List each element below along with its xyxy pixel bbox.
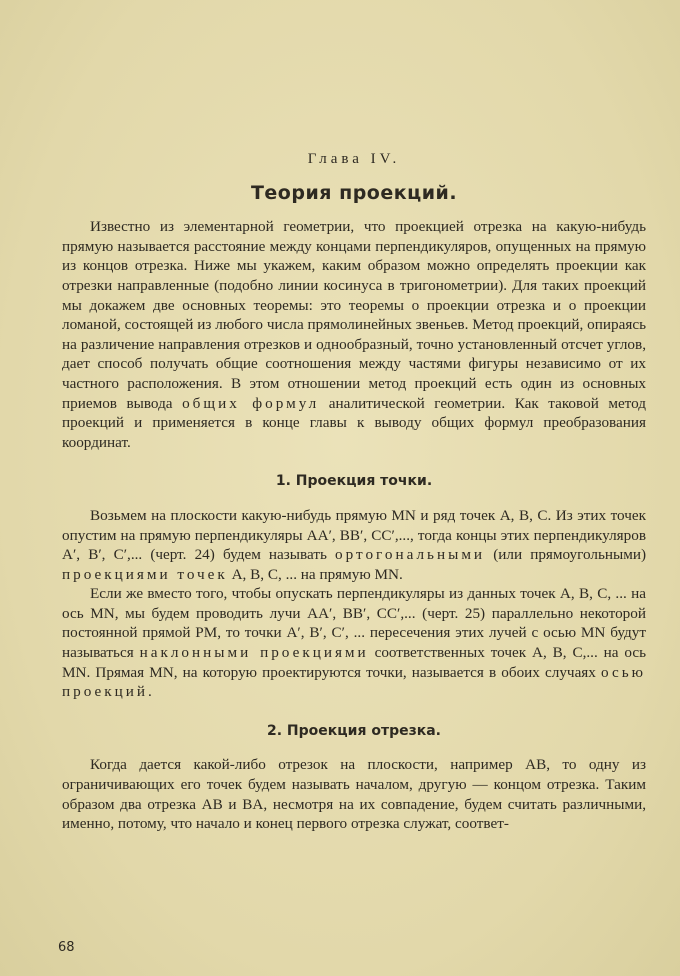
s1p1-text-c: A, B, C, ... на прямую MN.: [231, 565, 403, 583]
s1p2-spaced-1: наклонными проекциями: [139, 644, 369, 662]
page-number: 68: [58, 940, 75, 955]
section1-paragraph-1: [62, 506, 646, 584]
intro-text-a: Известно из элементарной геометрии, что проекцией отрезка на какую-нибудь прямую называется расстояние между концами перпендикуляров, опущенных на прямую из концов отрезка. Ниже мы укажем, каким образом можно определять проекции как отрезки направленные (подобно линии косинуса в тригонометрии). Для таких проекций мы докажем две основных теоремы: это теоремы о проекции отрезка и о проекции ломаной, состоящей из любого числа прямолинейных звеньев. Метод проекций, опираясь на различение направления отрезков и однообразный, точно установленный отсчет углов, дает способ получать общие соотношения между частями фигуры независимо от их частного расположения. В этом отношении метод проекций есть один из основных приемов вывода: [62, 218, 646, 412]
s1p1-spaced-2: проекциями точек: [62, 565, 228, 583]
section2-paragraph-1: Когда дается какой-либо отрезок на плоскости, например AB, то одну из ограничивающих его точек будем называть началом, другую — концом отрезка. Таким образом два отрезка AB и BA, несмотря на их совпадение, будем считать различными, именно, потому, что начало и конец первого отрезка служат, соответ-: [62, 756, 646, 833]
s1p2-spaced-2: осью проекций.: [62, 663, 647, 701]
s1p2-text-b: соответственных точек A, B, C,... на ось MN. Прямая MN, на которую проектируются точки, называется в обоих случаях: [62, 644, 647, 681]
intro-text-b: аналитической геометрии. Как таковой метод проекций и применяется в конце главы к выводу общих формул преобразования координат.: [62, 394, 646, 451]
intro-paragraph: [62, 217, 646, 452]
chapter-title: Теория проекций.: [250, 181, 458, 204]
section1-paragraph-2: [62, 584, 646, 702]
page-text: [62, 150, 646, 834]
chapter-label: Глава IV.: [307, 151, 401, 167]
intro-spaced-text: общих формул: [182, 394, 320, 412]
s1p2-text-a: Если же вместо того, чтобы опускать перпендикуляры из данных точек A, B, C, ... на ось MN, мы будем проводить лучи AA′, BB′, CC′,... (черт. 25) параллельно некоторой постоянной прямой PM, то точки A′, B′, C′, ... пересечения этих лучей с осью MN будут называться: [62, 585, 646, 662]
s1p1-text-a: Возьмем на плоскости какую-нибудь прямую MN и ряд точек A, B, C. Из этих точек опустим на прямую перпендикуляры AA′, BB′, CC′,..., тогда концы этих перпендикуляров A′, B′, C′,... (черт. 24) будем называть: [62, 506, 646, 564]
section-heading-point-projection: 1. Проекция точки.: [275, 473, 433, 490]
s1p1-text-b: (или прямоугольными): [493, 546, 647, 564]
s1p1-spaced-1: ортогональными: [335, 546, 486, 564]
section-heading-segment-projection: 2. Проекция отрезка.: [267, 722, 441, 739]
